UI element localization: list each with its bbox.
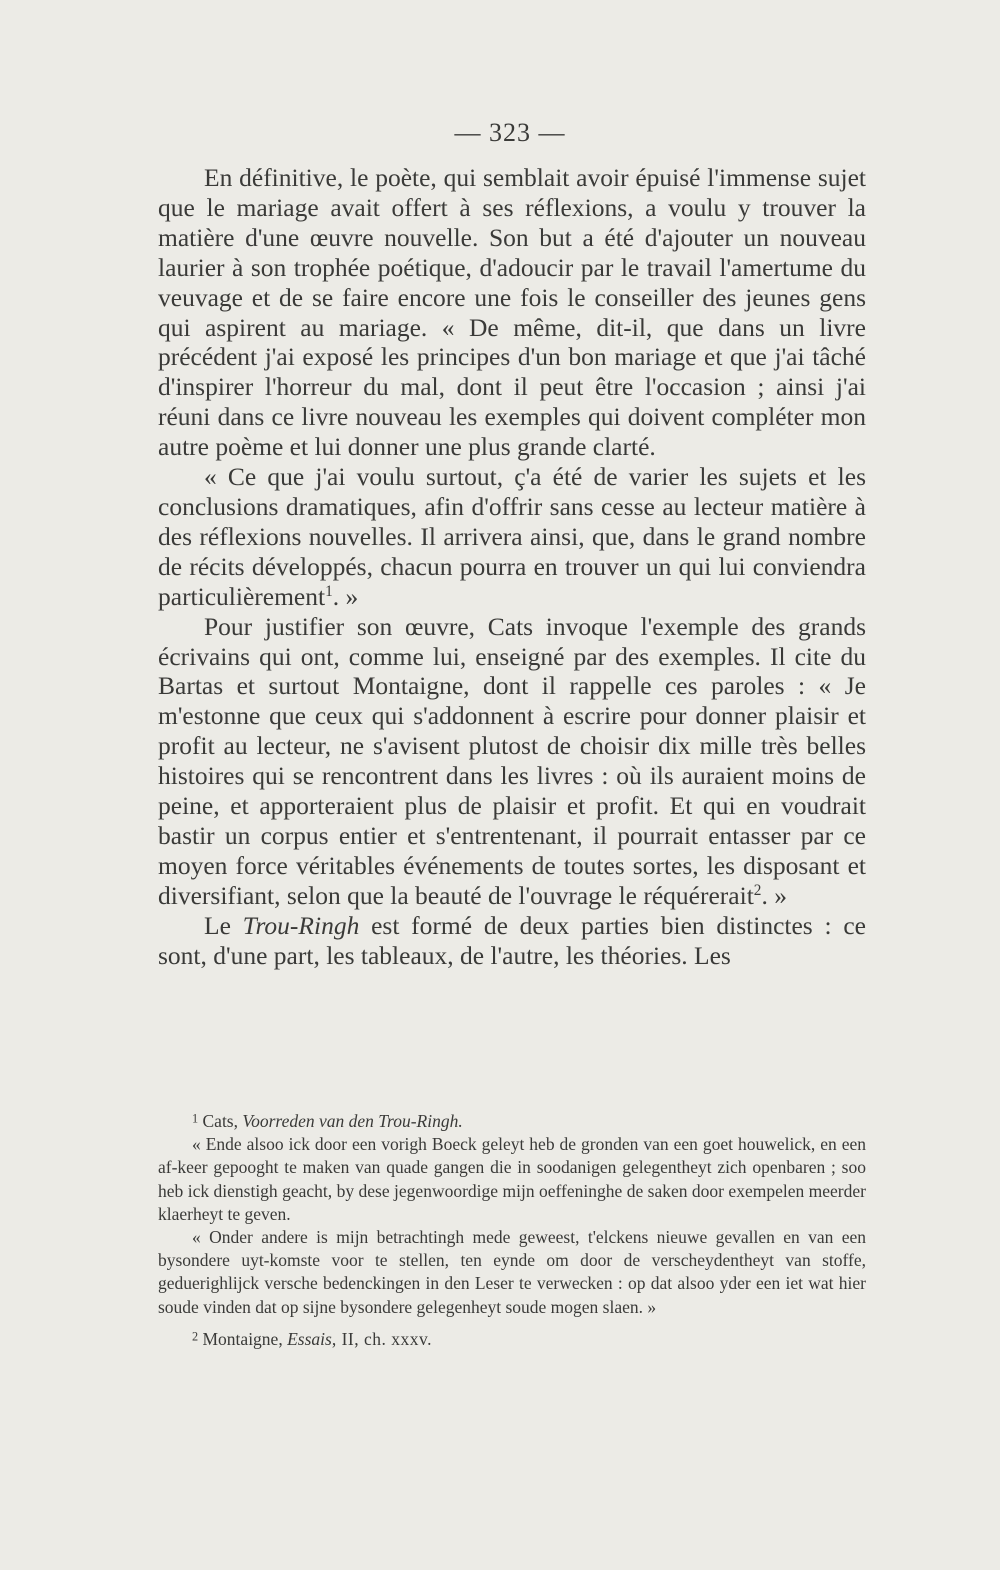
footnote-2-title: Essais: [287, 1328, 332, 1349]
paragraph-3-text: Pour justifier son œuvre, Cats invoque l'exemple des grands écrivains qui ont, comme lui, enseigné par des exemples. Il cite du Bartas et surtout Montaigne, dont il rappelle ces paroles : « Je m'estonne que ceux qui s'addonnent à escrire pour donner plaisir et profit au lecteur, ne s'avisent plutost de choisir dix mille très belles histoires qui se rencontrent dans les livres : où ils auraient moins de peine, et apporteraient plus de plaisir et profit. Et qui en voudrait bastir un corpus entier et s'entrentenant, il pourrait entasser par ce moyen force véritables événements de toutes sortes, les disposant et diversifiant, selon que la beauté de l'ouvrage le réquérerait: [158, 611, 866, 910]
paragraph-4-start: Le: [204, 910, 243, 940]
footnote-2: [158, 1328, 866, 1351]
page-number: — 323 —: [454, 118, 566, 147]
footnote-1-mark: 1: [192, 1111, 199, 1126]
paragraph-3-end: . »: [761, 880, 787, 910]
footnote-2-mark: 2: [192, 1329, 199, 1344]
paragraph-3: [158, 612, 866, 911]
footnote-1-title: Voorreden van den Trou-Ringh.: [242, 1111, 463, 1131]
footnote-1-author: Cats,: [202, 1111, 243, 1131]
paragraph-4-rest: est formé de deux parties bien distinctes : ce sont, d'une part, les tableaux, de l'autre, les théories. Les: [158, 910, 866, 970]
paragraph-1: En définitive, le poète, qui semblait avoir épuisé l'immense sujet que le mariage avait offert à ses réflexions, a voulu y trouver la matière d'une œuvre nouvelle. Son but a été d'ajouter un nouveau laurier à son trophée poétique, d'adoucir par le travail l'amertume du veuvage et de se faire encore une fois le conseiller des jeunes gens qui aspirent au mariage. « De même, dit-il, que dans un livre précédent j'ai exposé les principes d'un bon mariage et que j'ai tâché d'inspirer l'horreur du mal, dont il peut être l'occasion ; ainsi j'ai réuni dans ce livre nouveau les exemples qui doivent compléter mon autre poème et lui donner une plus grande clarté.: [158, 163, 866, 462]
footnotes: [158, 1110, 866, 1351]
paragraph-2-text: « Ce que j'ai voulu surtout, ç'a été de varier les sujets et les conclusions dramatiques, afin d'offrir sans cesse au lecteur matière à des réflexions nouvelles. Il arrivera ainsi, que, dans le grand nombre de récits développés, chacun pourra en trouver un qui lui conviendra particulièrement: [158, 462, 866, 611]
footnote-ref-1: 1: [325, 582, 333, 600]
paragraph-4-title: Trou-Ringh: [242, 910, 360, 940]
footnote-2-ref: , II, ch. xxxv.: [331, 1328, 432, 1349]
footnote-1-quote-2: « Onder andere is mijn betrachtingh mede geweest, t'elckens nieuwe gevallen en van een bysondere uyt-komste voor te stellen, ten eynde om door de verscheydentheyt van stoffe, geduerighlijck versche bedenckingen in den Leser te verwecken : op dat alsoo yder een iet wat hier soude vinden dat op sijne bysondere gelegenheyt soude mogen slaen. »: [158, 1227, 866, 1317]
footnote-1-citation: [158, 1110, 866, 1133]
paragraph-2: [158, 462, 866, 612]
footnote-ref-2: 2: [753, 881, 762, 899]
main-text: [158, 163, 866, 970]
footnote-1-quote-1: « Ende alsoo ick door een vorigh Boeck geleyt heb de gronden van een goet houwelick, en een af-keer gepooght te maken van quade gangen die in soodanigen gelegentheyt zich openbaren ; soo heb ick dienstigh geacht, by dese jegenwoordige mijn oeffeninghe de saken door exempelen meerder klaerheyt te geven.: [158, 1134, 866, 1224]
paragraph-2-end: . »: [332, 581, 359, 611]
footnote-2-author: Montaigne,: [202, 1328, 288, 1349]
paragraph-4: [158, 911, 866, 971]
